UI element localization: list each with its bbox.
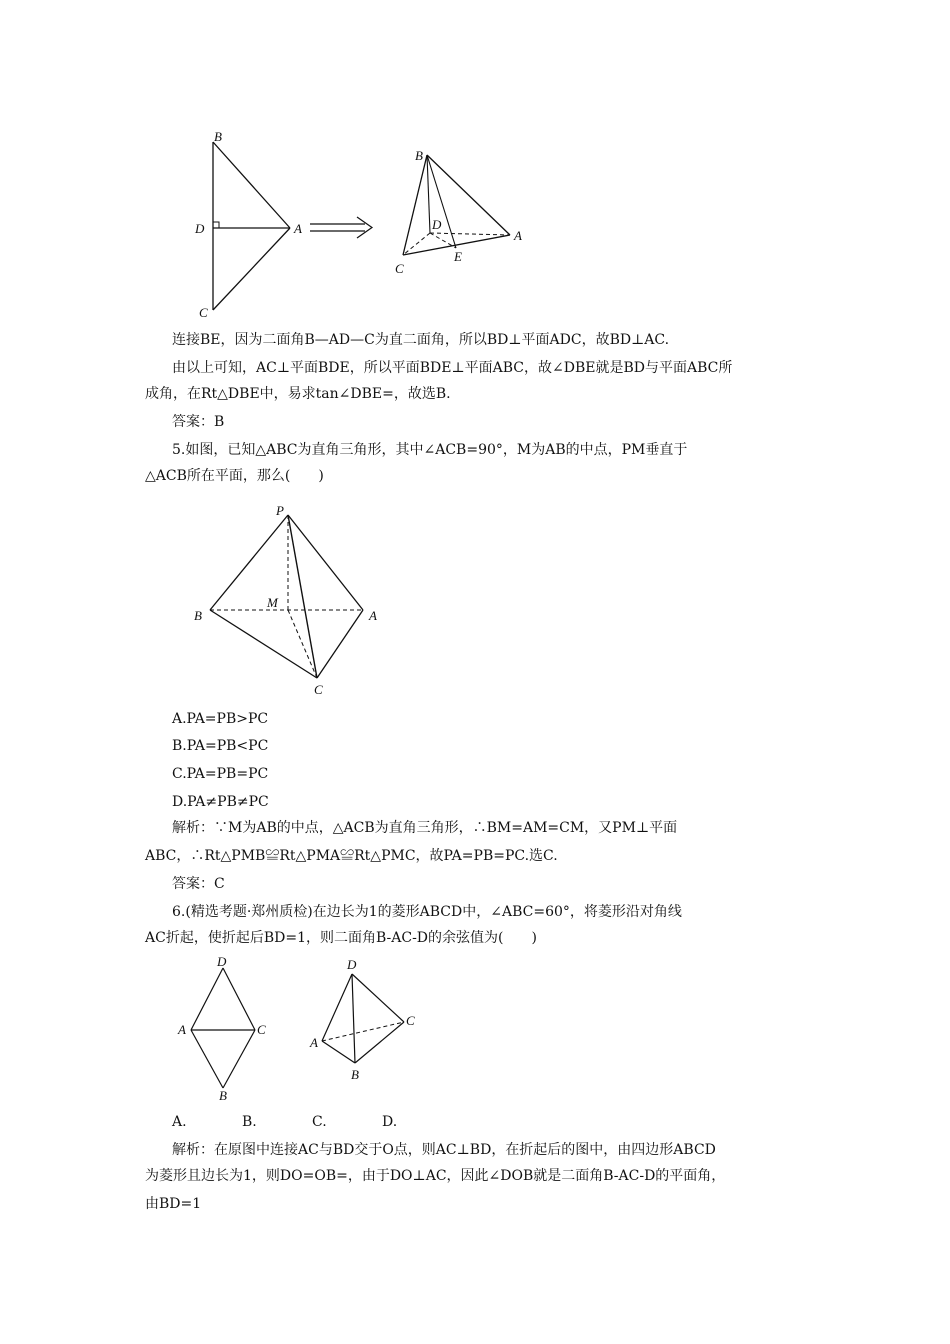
label-A3: A — [369, 608, 377, 623]
option-6b: B. — [242, 1114, 257, 1130]
figure-rhombus-fold — [170, 955, 440, 1105]
answer-4: 答案：B — [172, 414, 225, 430]
label-C3: C — [314, 682, 323, 697]
label-P: P — [276, 503, 284, 518]
label-E2: E — [454, 249, 462, 264]
option-6a: A. — [172, 1114, 187, 1130]
label-B: B — [214, 129, 222, 144]
option-5b: B.PA=PB<PC — [172, 738, 269, 754]
question-6-line-2: AC折起，使折起后BD=1，则二面角B-AC-D的余弦值为( ) — [145, 930, 537, 946]
label-M: M — [267, 595, 278, 610]
answer-5: 答案：C — [172, 876, 225, 892]
solution-6-line-3: 由BD=1 — [145, 1196, 202, 1212]
solution-6-line-1: 解析：在原图中连接AC与BD交于O点，则AC⊥BD，在折起后的图中，由四边形ABCD — [172, 1142, 716, 1158]
label-D5: D — [347, 957, 357, 972]
label-A: A — [294, 221, 302, 236]
solution-line-1: 连接BE，因为二面角B—AD—C为直二面角，所以BD⊥平面ADC，故BD⊥AC. — [172, 332, 670, 348]
solution-5-line-2: ABC，∴Rt△PMB≌Rt△PMA≌Rt△PMC，故PA=PB=PC.选C. — [145, 848, 558, 864]
label-B3: B — [194, 608, 202, 623]
question-5-line-2: △ACB所在平面，那么( ) — [145, 468, 324, 484]
label-B5: B — [351, 1067, 359, 1082]
label-A5: A — [310, 1035, 318, 1050]
label-C2: C — [395, 261, 404, 276]
option-6c: C. — [312, 1114, 327, 1130]
solution-5-line-1: 解析：∵M为AB的中点，△ACB为直角三角形，∴BM=AM=CM，又PM⊥平面 — [172, 820, 678, 836]
solution-6-line-2: 为菱形且边长为1，则DO=OB=，由于DO⊥AC，因此∠DOB就是二面角B-AC-D的平面角， — [145, 1168, 726, 1184]
label-B4: B — [219, 1088, 227, 1103]
options-6 — [172, 1112, 397, 1132]
label-C5: C — [406, 1013, 415, 1028]
option-5d: D.PA≠PB≠PC — [172, 794, 269, 810]
label-B2: B — [415, 148, 423, 163]
label-C: C — [199, 305, 208, 320]
figure-pyramid — [185, 500, 395, 700]
option-5a: A.PA=PB>PC — [172, 711, 269, 727]
question-5-line-1: 5.如图，已知△ABC为直角三角形，其中∠ACB=90°，M为AB的中点，PM垂直于 — [172, 442, 688, 458]
label-A2: A — [514, 228, 522, 243]
label-D: D — [195, 221, 205, 236]
solution-line-2: 由以上可知，AC⊥平面BDE，所以平面BDE⊥平面ABC，故∠DBE就是BD与平面ABC所 — [172, 360, 733, 376]
figure-fold-triangle — [190, 125, 550, 325]
solution-line-3: 成角，在Rt△DBE中，易求tan∠DBE=，故选B. — [145, 386, 451, 402]
option-6d: D. — [382, 1114, 398, 1130]
label-C4: C — [257, 1022, 266, 1037]
option-5c: C.PA=PB=PC — [172, 766, 269, 782]
question-6-line-1: 6.(精选考题·郑州质检)在边长为1的菱形ABCD中，∠ABC=60°，将菱形沿对角线 — [172, 904, 682, 920]
label-D4: D — [217, 955, 227, 969]
label-A4: A — [178, 1022, 186, 1037]
label-D2: D — [432, 217, 442, 232]
